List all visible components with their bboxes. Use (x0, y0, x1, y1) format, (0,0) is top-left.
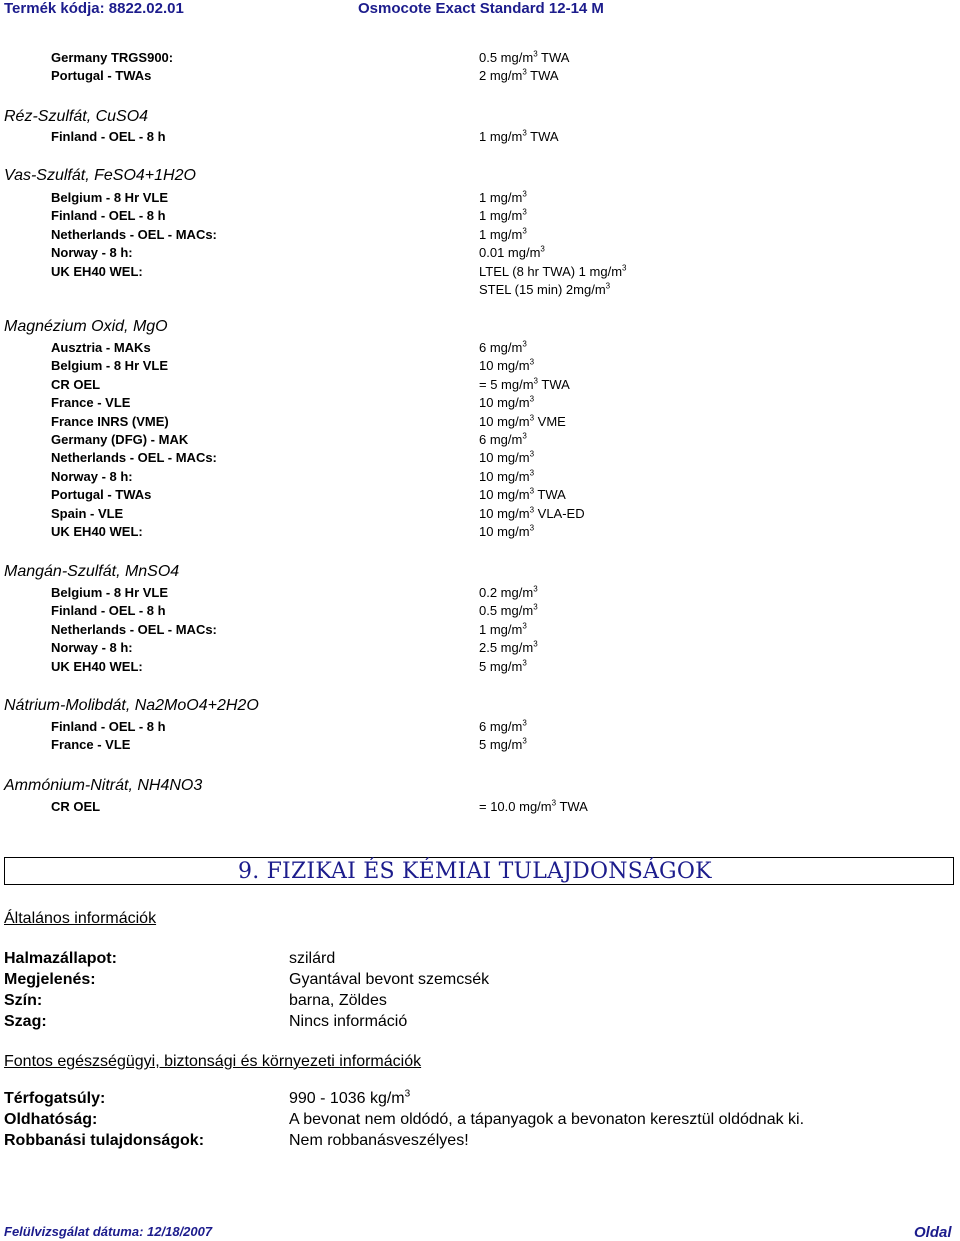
limit-value: 10 $mg/m^3$ (479, 449, 535, 465)
limit-row (0, 358, 960, 376)
limit-row (0, 622, 960, 640)
limit-label: Belgium - 8 Hr VLE (51, 358, 169, 373)
property-row (0, 971, 960, 991)
limit-label: Norway - 8 h: (51, 245, 133, 260)
review-date: Felülvizsgálat dátuma: 12/18/2007 (4, 1224, 213, 1239)
property-value: Nem robbanásveszélyes! (289, 1132, 469, 1149)
limit-row (0, 799, 960, 817)
limit-value: 0.2 $mg/m^3$ (479, 584, 538, 600)
limit-row (0, 190, 960, 208)
limit-value: 10 $mg/m^3$ (479, 523, 535, 539)
property-value: barna, Zöldes (289, 992, 387, 1009)
limit-value: 6 $mg/m^3$ (479, 431, 527, 447)
limit-value: 10 $mg/m^3$ (479, 357, 535, 373)
property-value: szilárd (289, 950, 336, 967)
limit-label: Spain - VLE (51, 506, 124, 521)
product-name: Osmocote Exact Standard 12-14 M (358, 0, 604, 17)
property-value: A bevonat nem oldódó, a tápanyagok a bevonaton keresztül oldódnak ki. (289, 1111, 805, 1128)
limit-label: UK EH40 WEL: (51, 524, 143, 539)
limit-value: 10 $mg/m^3$ TWA (479, 486, 566, 502)
limit-value: 5 $mg/m^3$ (479, 658, 527, 674)
general-info-heading: Általános információk (4, 910, 157, 927)
limit-row (0, 208, 960, 226)
limit-row (0, 432, 960, 450)
substance-heading: Mangán-Szulfát, MnSO4 (4, 563, 180, 580)
limit-value: 0.5 $mg/m^3$ (479, 602, 538, 618)
limit-label: CR OEL (51, 377, 101, 392)
property-value: Nincs információ (289, 1013, 408, 1030)
limit-value: 0.01 $mg/m^3$ (479, 244, 545, 260)
property-label: Térfogatsúly: (4, 1090, 106, 1107)
property-label: Oldhatóság: (4, 1111, 98, 1128)
limit-row (0, 469, 960, 487)
limit-label: France - VLE (51, 395, 131, 410)
health-info-heading: Fontos egészségügyi, biztonsági és környezeti információk (4, 1053, 422, 1070)
limit-value: 2.5 $mg/m^3$ (479, 639, 538, 655)
limit-row (0, 129, 960, 147)
limit-label: UK EH40 WEL: (51, 264, 143, 279)
property-label: Robbanási tulajdonságok: (4, 1132, 205, 1149)
limit-label: Finland - OEL - 8 h (51, 603, 166, 618)
limit-value: 10 $mg/m^3$ VLA-ED (479, 505, 585, 521)
limit-row (0, 719, 960, 737)
limit-row (0, 245, 960, 263)
limit-label: Netherlands - OEL - MACs: (51, 622, 217, 637)
limit-label: Germany TRGS900: (51, 50, 174, 65)
substance-heading: Réz-Szulfát, CuSO4 (4, 108, 149, 125)
limit-value: 10 $mg/m^3$ VME (479, 413, 566, 429)
limit-row (0, 395, 960, 413)
limit-value: STEL (15 min) $2mg/m^3$ (479, 281, 611, 297)
limit-value: 6 $mg/m^3$ (479, 718, 527, 734)
property-row (0, 1013, 960, 1033)
limit-label: Finland - OEL - 8 h (51, 129, 166, 144)
limit-row (0, 450, 960, 468)
limit-label: Germany (DFG) - MAK (51, 432, 189, 447)
limit-label: Norway - 8 h: (51, 640, 133, 655)
substance-heading: Ammónium-Nitrát, NH4NO3 (4, 777, 203, 794)
limit-label: Netherlands - OEL - MACs: (51, 450, 217, 465)
limit-row (0, 377, 960, 395)
limit-row (0, 340, 960, 358)
limit-row (0, 659, 960, 677)
limit-value: 1 $mg/m^3$ (479, 226, 527, 242)
limit-label: Ausztria - MAKs (51, 340, 151, 355)
section-9-title: 9. FIZIKAI ÉS KÉMIAI TULAJDONSÁGOK (238, 859, 712, 884)
property-row (0, 1132, 960, 1152)
limit-label: Finland - OEL - 8 h (51, 719, 166, 734)
limit-label: Netherlands - OEL - MACs: (51, 227, 217, 242)
product-code: Termék kódja: 8822.02.01 (4, 0, 184, 17)
property-value: Gyantával bevont szemcsék (289, 971, 490, 988)
page-label: Oldal (914, 1224, 952, 1241)
substance-heading: Magnézium Oxid, MgO (4, 318, 168, 335)
limit-label: CR OEL (51, 799, 101, 814)
limit-row (0, 414, 960, 432)
property-value: 990 - 1036 $kg/m^3$ (289, 1088, 411, 1107)
property-label: Megjelenés: (4, 971, 96, 988)
limit-row (0, 524, 960, 542)
limit-row (0, 737, 960, 755)
limit-label: France INRS (VME) (51, 414, 169, 429)
limit-value: 0.5 $mg/m^3$ TWA (479, 49, 570, 65)
property-label: Szag: (4, 1013, 47, 1030)
limit-value: 1 $mg/m^3$ (479, 189, 527, 205)
limit-label: Portugal - TWAs (51, 487, 152, 502)
limit-row (0, 487, 960, 505)
property-row (0, 950, 960, 970)
property-label: Halmazállapot: (4, 950, 117, 967)
limit-label: Portugal - TWAs (51, 68, 152, 83)
property-row (0, 1111, 960, 1131)
limit-label: UK EH40 WEL: (51, 659, 143, 674)
limit-row (0, 50, 960, 68)
limit-row (0, 68, 960, 86)
limit-label: Belgium - 8 Hr VLE (51, 190, 169, 205)
property-label: Szín: (4, 992, 43, 1009)
limit-row (0, 506, 960, 524)
limit-value: 5 $mg/m^3$ (479, 736, 527, 752)
limit-row (0, 282, 960, 300)
property-row (0, 1090, 960, 1110)
substance-heading: Nátrium-Molibdát, Na2MoO4+2H2O (4, 697, 259, 714)
limit-value: 10 $mg/m^3$ (479, 394, 535, 410)
limit-value: 6 $mg/m^3$ (479, 339, 527, 355)
limit-row (0, 603, 960, 621)
limit-label: Belgium - 8 Hr VLE (51, 585, 169, 600)
limit-label: France - VLE (51, 737, 131, 752)
limit-value: 1 $mg/m^3$ TWA (479, 128, 559, 144)
limit-value: = 10.0 $mg/m^3$ TWA (479, 798, 588, 814)
limit-value: LTEL (8 hr TWA) 1 $mg/m^3$ (479, 263, 627, 279)
limit-value: 1 $mg/m^3$ (479, 207, 527, 223)
limit-value: 10 $mg/m^3$ (479, 468, 535, 484)
limit-row (0, 585, 960, 603)
limit-value: = 5 $mg/m^3$ TWA (479, 376, 570, 392)
limit-row (0, 264, 960, 282)
property-row (0, 992, 960, 1012)
substance-heading: Vas-Szulfát, FeSO4+1H2O (4, 167, 196, 184)
limit-label: Finland - OEL - 8 h (51, 208, 166, 223)
limit-value: 1 $mg/m^3$ (479, 621, 527, 637)
limit-row (0, 640, 960, 658)
limit-label: Norway - 8 h: (51, 469, 133, 484)
limit-value: 2 $mg/m^3$ TWA (479, 67, 559, 83)
limit-row (0, 227, 960, 245)
